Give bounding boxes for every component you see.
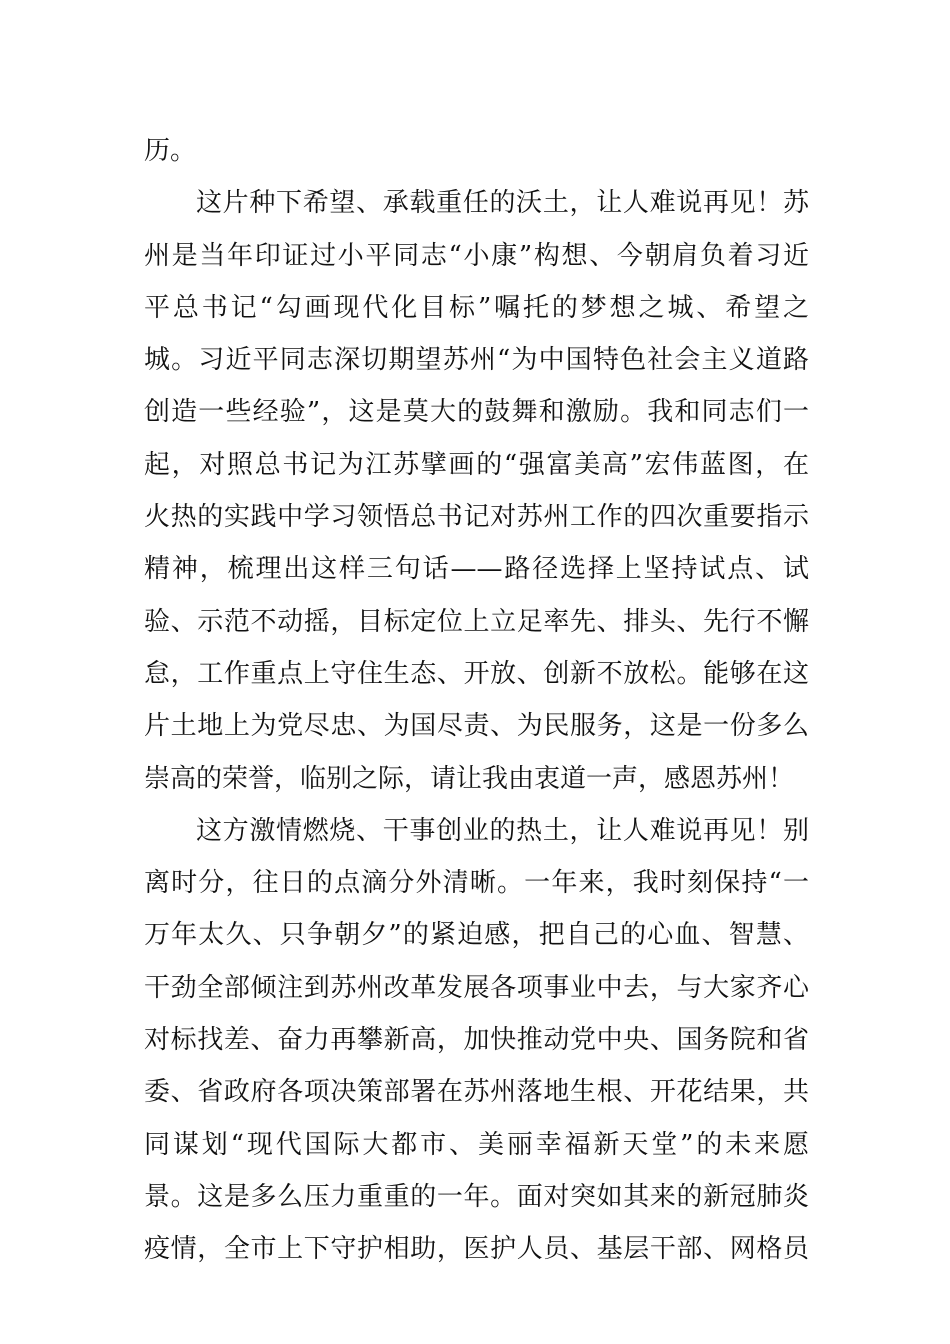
text-line: 同谋划“现代国际大都市、美丽幸福新天堂”的未来愿 (144, 1129, 809, 1160)
text-line: 疫情，全市上下守护相助，医护人员、基层干部、网格员 (144, 1234, 809, 1265)
text-line: 景。这是多么压力重重的一年。面对突如其来的新冠肺炎 (144, 1181, 809, 1212)
text-line: 这方激情燃烧、干事创业的热土，让人难说再见！别 (196, 815, 809, 846)
text-line: 起，对照总书记为江苏擘画的“强富美高”宏伟蓝图，在 (144, 449, 809, 480)
text-line: 片土地上为党尽忠、为国尽责、为民服务，这是一份多么 (144, 711, 809, 742)
text-line: 创造一些经验”，这是莫大的鼓舞和激励。我和同志们一 (144, 397, 809, 428)
text-line: 精神，梳理出这样三句话——路径选择上坚持试点、试 (144, 554, 809, 585)
text-line: 怠，工作重点上守住生态、开放、创新不放松。能够在这 (144, 658, 809, 689)
text-line: 崇高的荣誉，临别之际，请让我由衷道一声，感恩苏州！ (144, 763, 795, 794)
text-line: 这片种下希望、承载重任的沃土，让人难说再见！苏 (196, 188, 809, 219)
text-line: 平总书记“勾画现代化目标”嘱托的梦想之城、希望之 (144, 292, 809, 323)
text-line: 历。 (144, 136, 197, 166)
text-line: 委、省政府各项决策部署在苏州落地生根、开花结果，共 (144, 1077, 809, 1108)
text-line: 干劲全部倾注到苏州改革发展各项事业中去，与大家齐心 (144, 972, 809, 1003)
document-body-text (144, 125, 809, 1276)
text-line: 对标找差、奋力再攀新高，加快推动党中央、国务院和省 (144, 1025, 809, 1056)
text-line: 离时分，往日的点滴分外清晰。一年来，我时刻保持“一 (144, 868, 809, 899)
text-line: 万年太久、只争朝夕”的紧迫感，把自己的心血、智慧、 (144, 920, 809, 951)
text-line: 城。习近平同志深切期望苏州“为中国特色社会主义道路 (144, 345, 809, 376)
text-line: 州是当年印证过小平同志“小康”构想、今朝肩负着习近 (144, 240, 809, 271)
text-line: 火热的实践中学习领悟总书记对苏州工作的四次重要指示 (144, 502, 809, 533)
text-line: 验、示范不动摇，目标定位上立足率先、排头、先行不懈 (144, 606, 809, 637)
